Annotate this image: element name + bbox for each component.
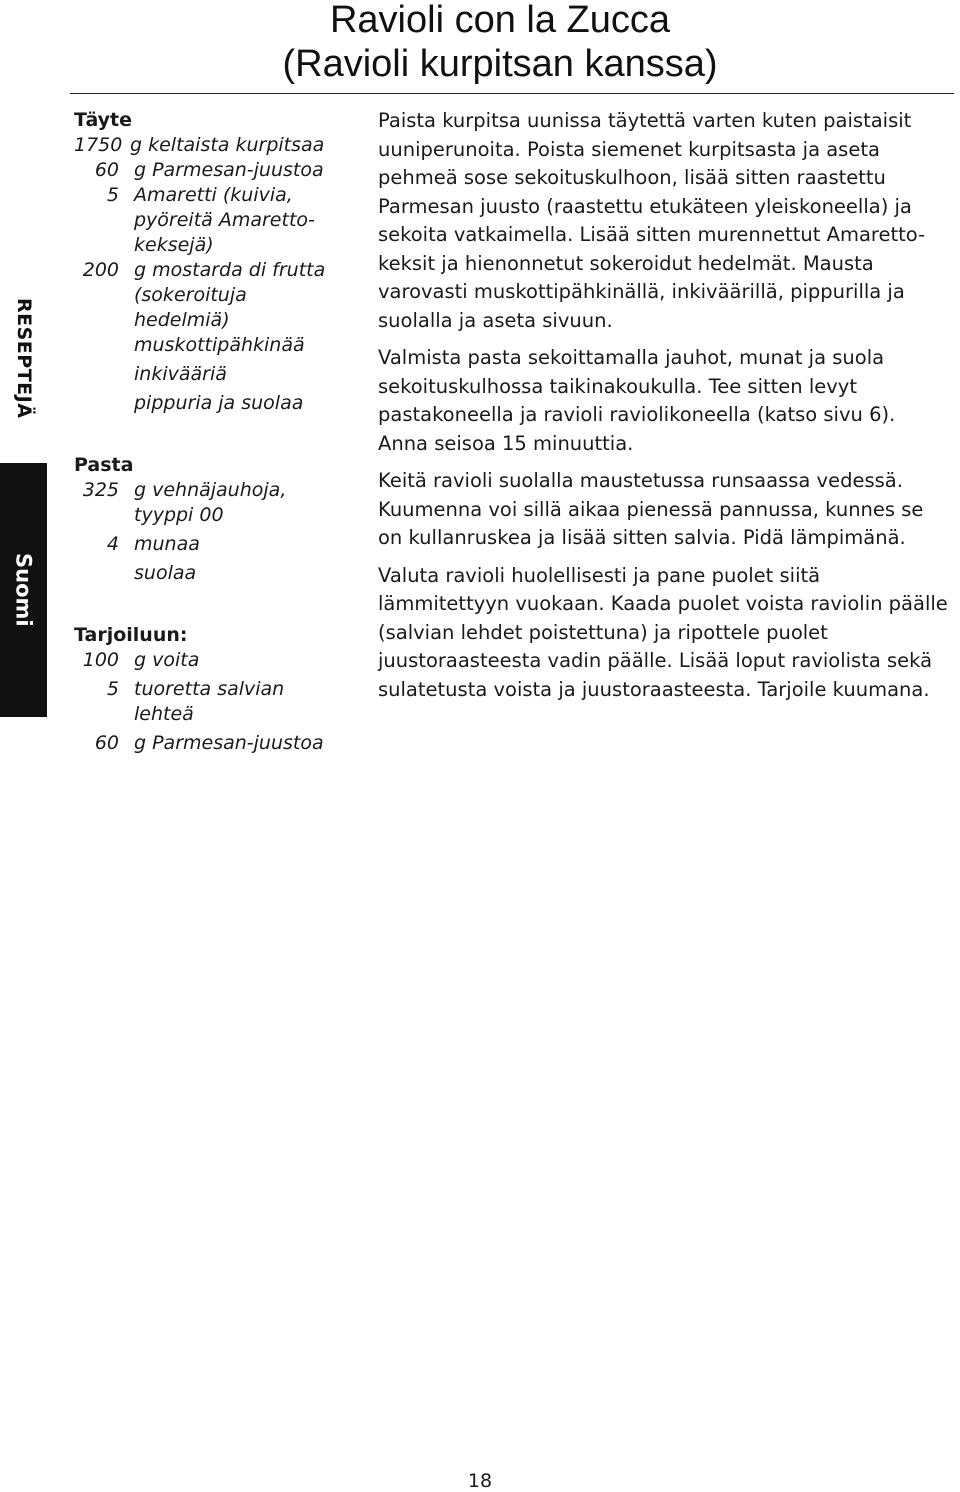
side-tab-recipes bbox=[0, 278, 48, 438]
side-tab-language-label: Suomi bbox=[11, 553, 36, 627]
ingredient-item bbox=[74, 362, 344, 387]
ingredient-qty: 5 bbox=[106, 678, 119, 700]
ingredient-qty: 5 bbox=[106, 184, 119, 206]
ingredient-qty: 4 bbox=[106, 533, 119, 555]
ingredient-item bbox=[74, 158, 344, 183]
ingredient-text: tuoretta salvian lehteä bbox=[134, 678, 285, 725]
ingredient-item bbox=[74, 478, 344, 528]
instruction-paragraph: Keitä ravioli suolalla maustetussa runsaassa vedessä. Kuumenna voi sillä aikaa pienessä pannussa, kunnes se on kullanruskea ja lisää sitten salvia. Pidä lämpimänä. bbox=[378, 469, 924, 549]
ingredient-item bbox=[74, 391, 344, 416]
ingredient-item bbox=[74, 532, 344, 557]
ingredient-text: g vehnäjauhoja, tyyppi 00 bbox=[134, 479, 287, 526]
ingredient-text: inkivääriä bbox=[134, 363, 227, 385]
ingredient-qty bbox=[74, 333, 119, 358]
title-divider bbox=[70, 93, 954, 94]
ingredient-text: g voita bbox=[134, 649, 200, 671]
section-spacer bbox=[74, 586, 344, 622]
ingredient-text: pippuria ja suolaa bbox=[134, 392, 304, 414]
ingredient-item bbox=[74, 333, 344, 358]
filling-section bbox=[74, 107, 344, 416]
ingredient-text: g Parmesan-juustoa bbox=[134, 159, 324, 181]
ingredient-qty: 60 bbox=[94, 732, 119, 754]
ingredient-qty: 100 bbox=[82, 649, 119, 671]
ingredient-text: munaa bbox=[134, 533, 200, 555]
ingredients-column bbox=[74, 107, 344, 756]
instruction-paragraph: Valmista pasta sekoittamalla jauhot, munat ja suola sekoituskulhossa taikinakoukulla. Tee sitten levyt pastakoneella ja ravioli raviolikoneella (katso sivu 6). Anna seisoa 15 minuuttia. bbox=[378, 346, 896, 455]
ingredient-item bbox=[74, 677, 344, 727]
title-line-2: (Ravioli kurpitsan kanssa) bbox=[282, 43, 718, 85]
serving-section bbox=[74, 622, 344, 756]
ingredient-qty: 1750 bbox=[74, 134, 123, 156]
page-title bbox=[240, 0, 760, 86]
ingredient-text: muskottipähkinää bbox=[134, 334, 305, 356]
ingredient-qty bbox=[74, 391, 119, 416]
ingredient-item bbox=[74, 183, 344, 258]
ingredient-qty: 200 bbox=[82, 259, 119, 281]
ingredient-text: g mostarda di frutta (sokeroituja hedelmiä) bbox=[134, 259, 326, 331]
ingredient-text: g keltaista kurpitsaa bbox=[130, 134, 325, 156]
ingredient-item bbox=[74, 731, 344, 756]
side-tab-language bbox=[0, 463, 47, 717]
filling-heading: Täyte bbox=[74, 109, 133, 131]
instructions-column bbox=[378, 107, 950, 713]
pasta-heading: Pasta bbox=[74, 454, 134, 476]
ingredient-item bbox=[74, 561, 344, 586]
ingredient-text: suolaa bbox=[134, 562, 197, 584]
ingredient-item bbox=[74, 133, 344, 158]
title-line-1: Ravioli con la Zucca bbox=[329, 0, 671, 41]
instruction-paragraph: Valuta ravioli huolellisesti ja pane puolet siitä lämmitettyyn vuokaan. Kaada puolet voista raviolin päälle (salvian lehdet poistettuna) ja ripottele puolet juustoraasteesta vadin päälle. Lisää loput raviolista sekä sulatetusta voista ja juustoraasteesta. Tarjoile kuumana. bbox=[378, 563, 948, 701]
ingredient-qty bbox=[74, 561, 119, 586]
ingredient-qty bbox=[74, 362, 119, 387]
section-spacer bbox=[74, 416, 344, 452]
serving-heading: Tarjoiluun: bbox=[74, 624, 188, 646]
ingredient-qty: 325 bbox=[82, 479, 119, 501]
ingredient-item bbox=[74, 258, 344, 333]
ingredient-qty: 60 bbox=[94, 159, 119, 181]
instruction-paragraph: Paista kurpitsa uunissa täytettä varten kuten paistaisit uuniperunoita. Poista siemenet kurpitsasta ja aseta pehmeä sose sekoituskulhoon, lisää sitten raastettu Parmesan juusto (raastettu etukäteen yleiskoneella) ja sekoita vatkaimella. Lisää sitten murennettut Amaretto-keksit ja hienonnetut sokeroidut hedelmät. Mausta varovasti muskottipähkinällä, inkiväärillä, pippurilla ja suolalla ja aseta sivuun. bbox=[378, 109, 926, 332]
ingredient-item bbox=[74, 648, 344, 673]
page-number: 18 bbox=[467, 1470, 493, 1492]
ingredient-text: g Parmesan-juustoa bbox=[134, 732, 324, 754]
pasta-section bbox=[74, 452, 344, 586]
ingredient-text: Amaretti (kuivia, pyöreitä Amaretto-keksejä) bbox=[134, 184, 315, 256]
side-tab-recipes-label: RESEPTEJÄ bbox=[13, 297, 35, 419]
